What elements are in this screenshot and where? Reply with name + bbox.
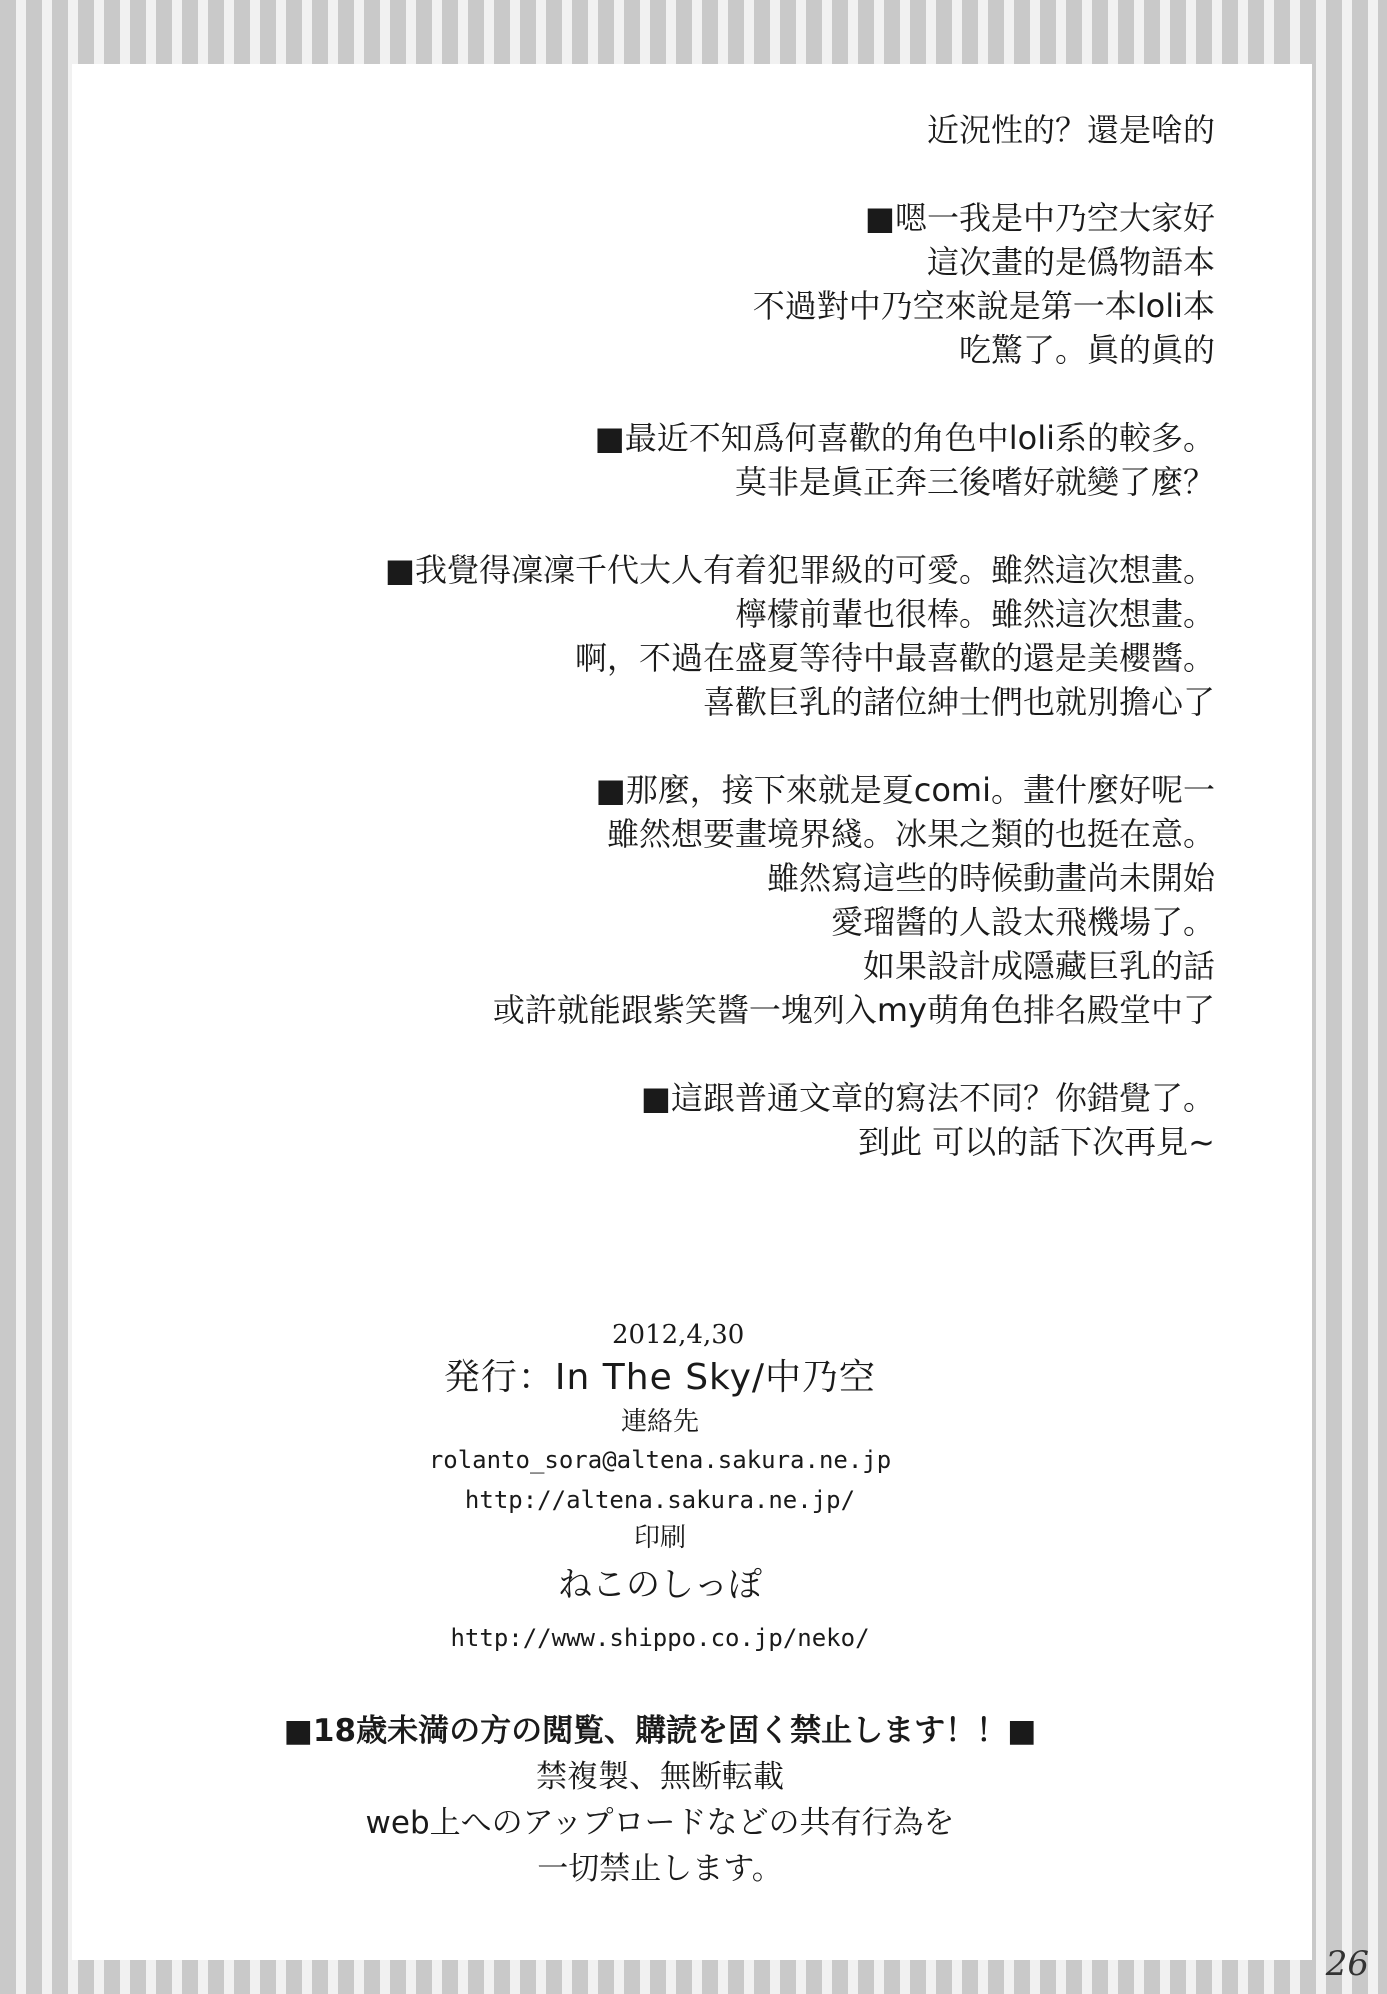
contact-email: rolanto_sora@altena.sakura.ne.jp [428,1446,892,1474]
afterword-text [215,108,1215,1164]
printer-url: http://www.shippo.co.jp/neko/ [450,1624,870,1652]
afterword-line: 到此 可以的話下次再見~ [858,1123,1215,1161]
website-url: http://altena.sakura.ne.jp/ [464,1486,856,1514]
afterword-line: 吃驚了。眞的眞的 [958,331,1215,369]
afterword-line: 或許就能跟紫笑醬一塊列入my萌角色排名殿堂中了 [492,991,1215,1029]
afterword-heading: 近況性的？還是啥的 [926,111,1215,149]
notice-line: ■18歳未満の方の閲覧、購読を固く禁止します！！■ [283,1713,1037,1749]
afterword-line: ■嗯一我是中乃空大家好 [864,199,1215,237]
afterword-line: 如果設計成隱藏巨乳的話 [862,947,1215,985]
publication-date: 2012,4,30 [612,1320,745,1350]
afterword-line: 喜歡巨乳的諸位紳士們也就別擔心了 [702,683,1215,721]
publisher: 発行：In The Sky/中乃空 [443,1357,877,1398]
page-number: 26 [1325,1944,1369,1984]
printer-name: ねこのしっぽ [558,1565,762,1605]
notice-line: web上へのアップロードなどの共有行為を [365,1805,955,1841]
afterword-line: 莫非是眞正奔三後嗜好就變了麼？ [734,463,1215,501]
afterword-line: 雖然寫這些的時候動畫尚未開始 [766,859,1215,897]
afterword-line: ■最近不知爲何喜歡的角色中loli系的較多。 [594,419,1215,457]
afterword-line: 愛瑠醬的人設太飛機場了。 [830,903,1215,941]
afterword-line: ■我覺得凜凜千代大人有着犯罪級的可愛。雖然這次想畫。 [384,551,1215,589]
colophon [330,1318,990,1662]
afterword-line: 檸檬前輩也很棒。雖然這次想畫。 [734,595,1215,633]
afterword-line: 這次畫的是僞物語本 [926,243,1215,281]
age-restriction-notice [240,1708,1080,1892]
afterword-line: 不過對中乃空來說是第一本loli本 [752,287,1215,325]
notice-line: 一切禁止します。 [537,1851,783,1887]
notice-line: 禁複製、無断転載 [536,1759,784,1795]
afterword-line: 雖然想要畫境界綫。冰果之類的也挺在意。 [606,815,1215,853]
afterword-line: ■這跟普通文章的寫法不同？你錯覺了。 [640,1079,1215,1117]
print-label: 印刷 [633,1523,686,1553]
afterword-line: ■那麼，接下來就是夏comi。畫什麼好呢一 [595,771,1215,809]
afterword-line: 啊，不過在盛夏等待中最喜歡的還是美櫻醬。 [574,639,1215,677]
contact-label: 連絡先 [620,1407,699,1437]
